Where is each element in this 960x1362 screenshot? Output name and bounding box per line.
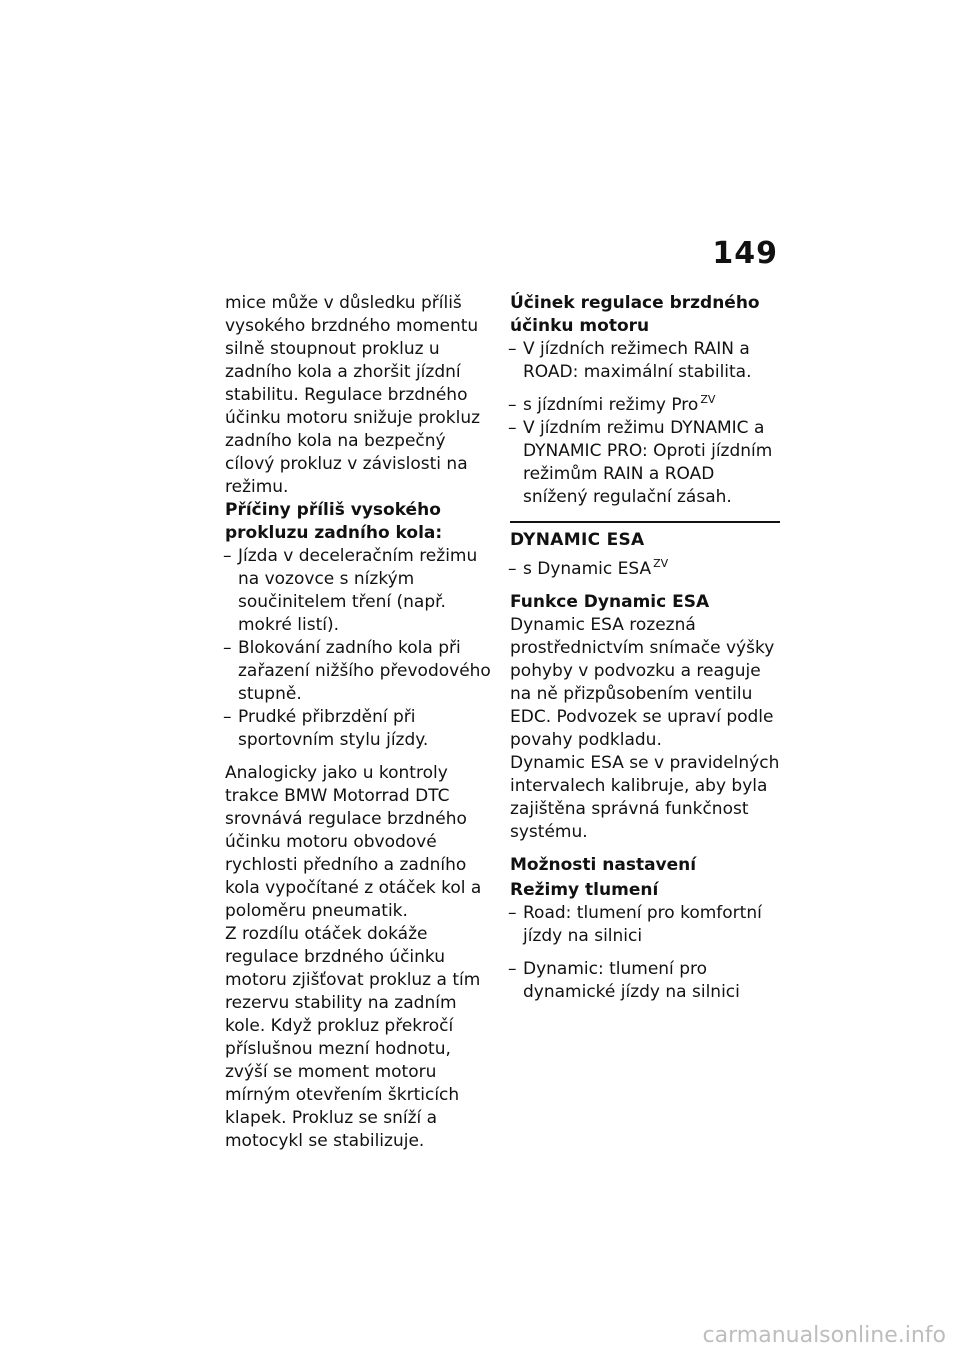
calibration-paragraph: Dynamic ESA se v pravidelných intervalech kalibruje, aby byla zajištěna správná funkčnost systému. [510, 753, 780, 842]
cause-item: – Blokování zadního kola při zařazení nižšího převodového stupně. [225, 637, 497, 706]
section-list [510, 558, 780, 581]
damping-list [510, 902, 780, 1004]
watermark: carmanualsonline.info [702, 1323, 946, 1348]
effect-item: – V jízdních režimech RAIN a ROAD: maximální stabilita. [510, 338, 780, 384]
damping-item: – Dynamic: tlumení pro dynamické jízdy na silnici [510, 958, 780, 1004]
causes-list [225, 545, 497, 752]
section-item-text: s Dynamic ESA [523, 559, 652, 579]
effect-item: – V jízdním režimu DYNAMIC a DYNAMIC PRO: Oproti jízdním režimům RAIN a ROAD snížený regulační zásah. [510, 417, 780, 509]
zv-marker: ZV [653, 557, 669, 570]
section-title: DYNAMIC ESA [510, 530, 645, 550]
options-heading: Možnosti nastavení [510, 855, 697, 875]
effect-heading: Účinek regulace brzdného účinku motoru [510, 293, 760, 336]
function-paragraph: Dynamic ESA rozezná prostřednictvím snímače výšky pohyby v podvozku a reaguje na ně přizpůsobením ventilu EDC. Podvozek se upraví podle povahy podkladu. [510, 615, 775, 750]
effect-list [510, 338, 780, 509]
slip-paragraph: Z rozdílu otáček dokáže regulace brzdného účinku motoru zjišťovat prokluz a tím rezervu stability na zadním kole. Když prokluz překročí příslušnou mezní hodnotu, zvýší se moment motoru mírným otevřením škrticích klapek. Prokluz se sníží a motocykl se stabilizuje. [225, 924, 481, 1151]
effect-item-text: s jízdními režimy Pro [523, 395, 699, 415]
section-item [510, 558, 780, 581]
comparison-paragraph: Analogicky jako u kontroly trakce BMW Motorrad DTC srovnává regulace brzdného účinku motoru obvodové rychlosti předního a zadního kola vypočítané z otáček kol a poloměru pneumatik. [225, 763, 482, 921]
cause-item: – Jízda v deceleračním režimu na vozovce s nízkým součinitelem tření (např. mokré listí). [225, 545, 497, 637]
damping-item: – Road: tlumení pro komfortní jízdy na silnici [510, 902, 780, 948]
damping-heading: Režimy tlumení [510, 880, 659, 900]
causes-heading: Příčiny příliš vysokého prokluzu zadního kola: [225, 500, 443, 543]
cause-item: – Prudké přibrzdění při sportovním stylu jízdy. [225, 706, 497, 752]
intro-paragraph: mice může v důsledku příliš vysokého brzdného momentu silně stoupnout prokluz u zadního kola a zhoršit jízdní stabilitu. Regulace brzdného účinku motoru snižuje prokluz zadního kola na bezpečný cílový prokluz v závislosti na režimu. [225, 293, 481, 497]
right-column [510, 292, 780, 1014]
section-divider [510, 521, 780, 523]
effect-item [510, 394, 780, 417]
left-column [225, 292, 497, 1163]
page-number: 149 [712, 236, 778, 271]
zv-marker: ZV [700, 393, 716, 406]
function-heading: Funkce Dynamic ESA [510, 592, 710, 612]
